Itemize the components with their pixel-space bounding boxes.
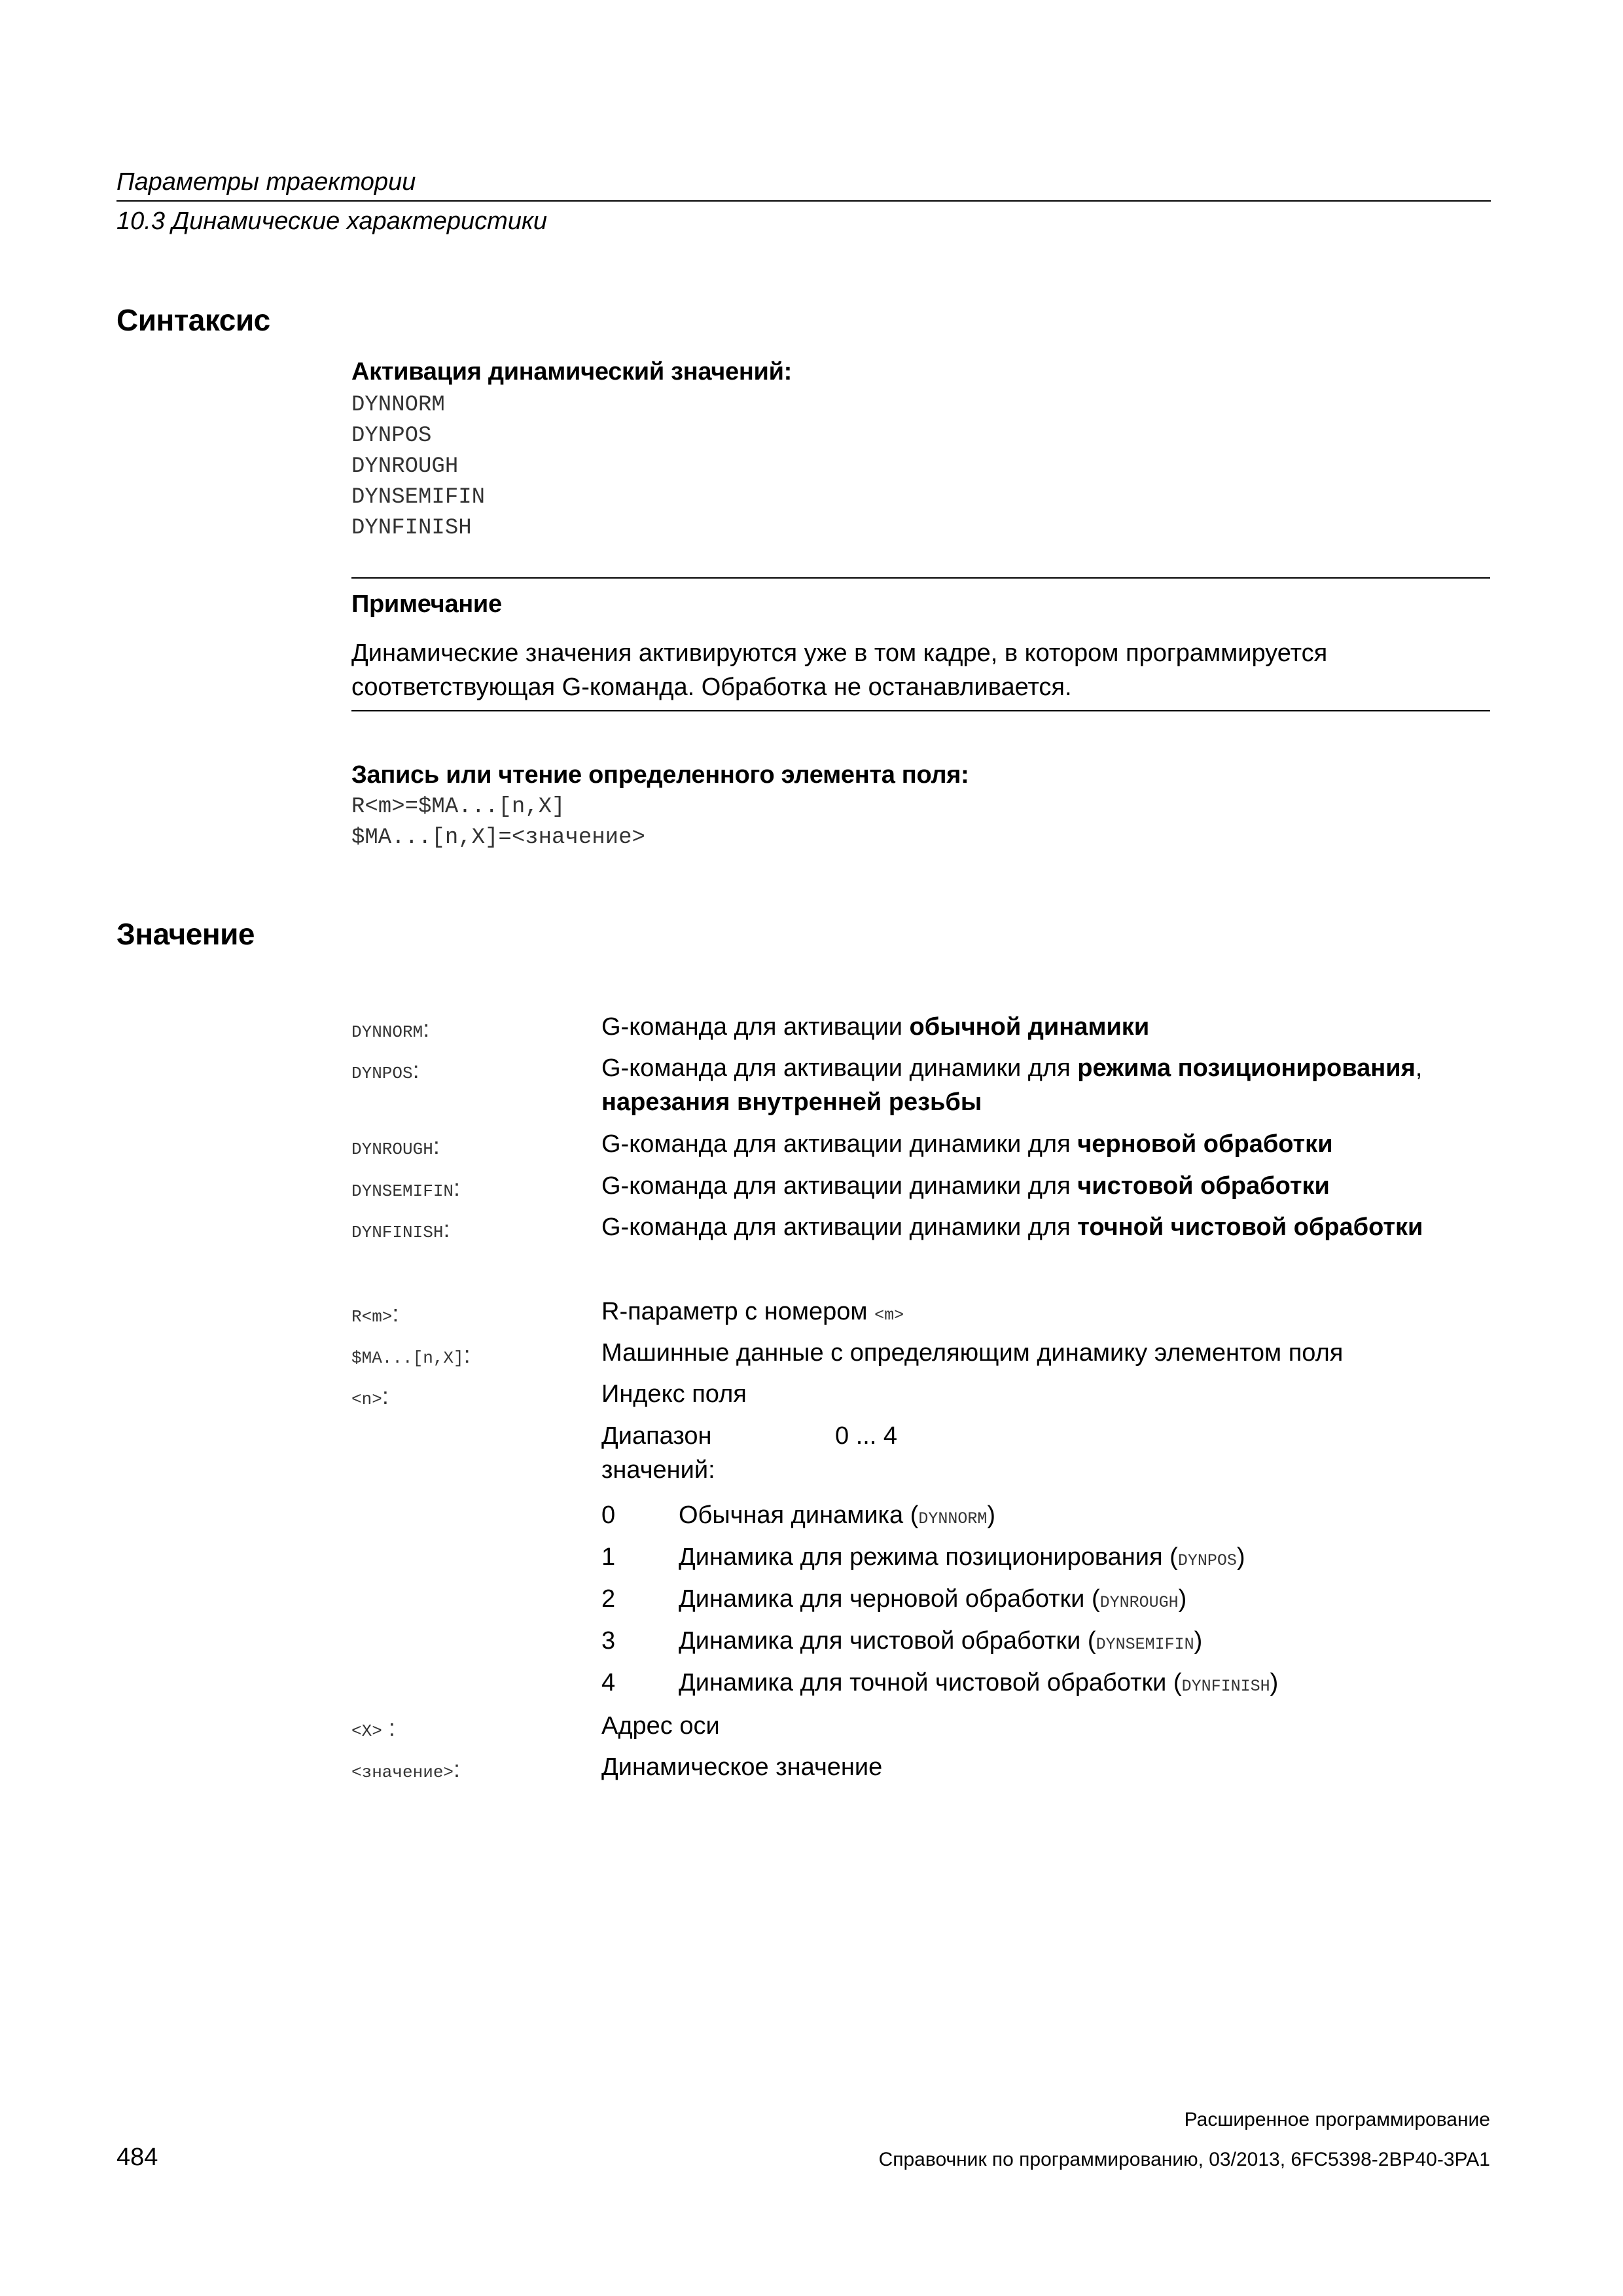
code-line: $MA...[n,X]=<значение> [351, 825, 645, 850]
def-value: G-команда для активации обычной динамики [601, 1013, 1150, 1041]
def-value: G-команда для активации динамики для режима позиционирования, нарезания внутренней резьбы [601, 1054, 1423, 1116]
code-line: DYNNORM [351, 393, 445, 418]
def-key: DYNPOS: [351, 1056, 419, 1083]
note-top-rule [351, 577, 1490, 579]
code-line: R<m>=$MA...[n,X] [351, 795, 565, 819]
code-line: DYNSEMIFIN [351, 485, 486, 510]
def-value: Машинные данные с определяющим динамику элементом поля [601, 1339, 1344, 1367]
index-list [601, 1498, 1491, 1708]
range-value: 0 ... 4 [835, 1422, 898, 1450]
section-title: 10.3 Динамические характеристики [116, 207, 548, 235]
code-line: DYNPOS [351, 423, 432, 448]
syntax-code-list [351, 390, 485, 544]
def-key: DYNROUGH: [351, 1132, 440, 1159]
list-item: 3 Динамика для чистовой обработки (DYNSEMIFIN) [601, 1627, 1203, 1655]
def-key: DYNSEMIFIN: [351, 1174, 461, 1201]
list-item: 0 Обычная динамика (DYNNORM) [601, 1501, 996, 1529]
header-rule [116, 200, 1491, 202]
list-item: 2 Динамика для черновой обработки (DYNROUGH) [601, 1585, 1187, 1613]
code-line: DYNROUGH [351, 454, 459, 479]
def-value: G-команда для активации динамики для черновой обработки [601, 1130, 1333, 1158]
def-value: G-команда для активации динамики для точной чистовой обработки [601, 1213, 1423, 1241]
def-key: DYNNORM: [351, 1015, 430, 1042]
def-value: R-параметр с номером <m> [601, 1298, 904, 1325]
def-value: Динамическое значение [601, 1753, 883, 1781]
note-bottom-rule [351, 710, 1490, 711]
def-key: <X> : [351, 1714, 395, 1741]
range-label: Диапазон значений: [601, 1422, 715, 1484]
code-line: DYNFINISH [351, 516, 472, 541]
def-value: Индекс поля [601, 1380, 747, 1408]
def-key: R<m>: [351, 1300, 399, 1327]
def-key: $MA...[n,X]: [351, 1341, 471, 1368]
def-key: DYNFINISH: [351, 1215, 450, 1242]
meaning-heading: Значение [116, 917, 255, 951]
chapter-title: Параметры траектории [116, 168, 416, 196]
footer-doc-info: Справочник по программированию, 03/2013, 6FC5398-2BP40-3PA1 [878, 2149, 1490, 2170]
def-value: G-команда для активации динамики для чистовой обработки [601, 1172, 1330, 1200]
page-number: 484 [116, 2144, 158, 2171]
note-line: Динамические значения активируются уже в том кадре, в котором программируется [351, 639, 1328, 667]
list-item: 1 Динамика для режима позиционирования (DYNPOS) [601, 1543, 1245, 1571]
def-key: <значение>: [351, 1755, 461, 1782]
list-item: 4 Динамика для точной чистовой обработки (DYNFINISH) [601, 1669, 1279, 1696]
rw-code [351, 792, 645, 853]
note-title: Примечание [351, 590, 502, 618]
footer-book-title: Расширенное программирование [1184, 2109, 1490, 2130]
note-text [351, 636, 1490, 704]
syntax-heading: Синтаксис [116, 303, 270, 337]
def-value: Адрес оси [601, 1712, 720, 1740]
activation-title: Активация динамический значений: [351, 358, 792, 386]
note-line: соответствующая G-команда. Обработка не останавливается. [351, 673, 1072, 701]
rw-title: Запись или чтение определенного элемента поля: [351, 761, 969, 789]
def-key: <n>: [351, 1382, 389, 1409]
